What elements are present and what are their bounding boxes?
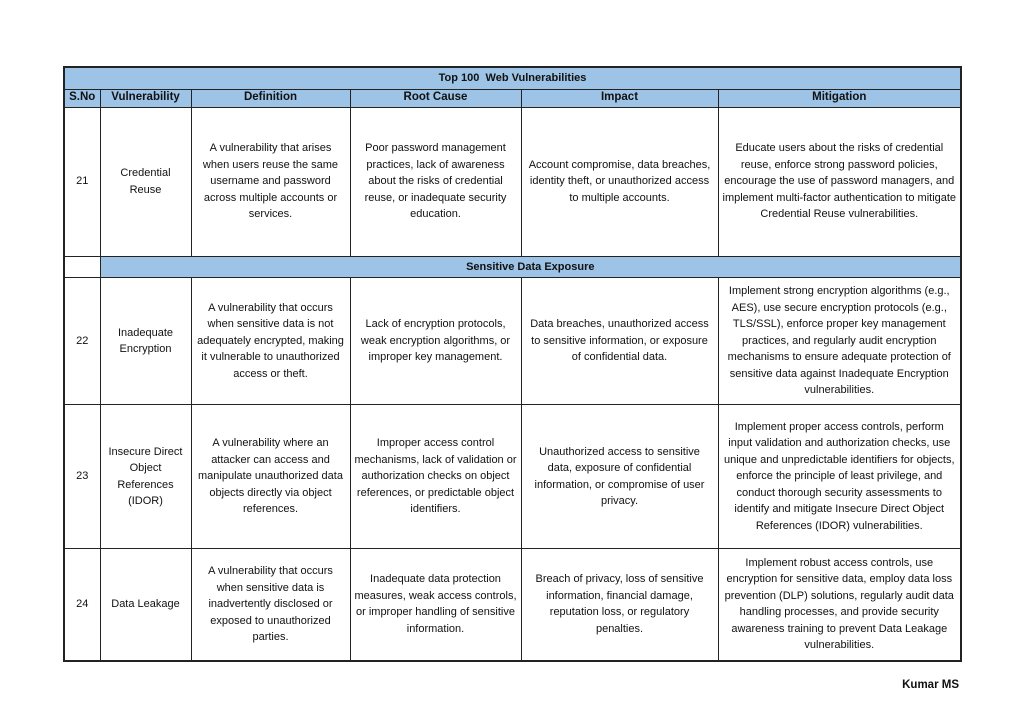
title-row [64,67,961,89]
table-row [64,405,961,549]
section-row [64,256,961,278]
col-header-root-cause: Root Cause [350,89,521,107]
cell-sno: 23 [64,405,100,549]
vulnerabilities-table [63,66,962,662]
cell-vulnerability: Inadequate Encryption [100,278,191,405]
cell-impact: Account compromise, data breaches, identity theft, or unauthorized access to multiple accounts. [521,107,718,256]
cell-definition: A vulnerability that arises when users reuse the same username and password across multiple accounts or services. [191,107,350,256]
cell-root-cause: Improper access control mechanisms, lack of validation or authorization checks on object references, or predictable object identifiers. [350,405,521,549]
cell-mitigation: Implement proper access controls, perform input validation and authorization checks, use unique and unpredictable identifiers for objects, enforce the principle of least privilege, and conduct thorough security assessments to identify and mitigate Insecure Direct Object References (IDOR) vulnerabilities. [718,405,961,549]
cell-vulnerability: Insecure Direct Object References (IDOR) [100,405,191,549]
cell-mitigation: Implement strong encryption algorithms (e.g., AES), use secure encryption protocols (e.g., TLS/SSL), enforce proper key management practices, and regularly audit encryption mechanisms to ensure adequate protection of sensitive data against Inadequate Encryption vulnerabilities. [718,278,961,405]
cell-mitigation: Educate users about the risks of credential reuse, enforce strong password policies, encourage the use of password managers, and implement multi-factor authentication to mitigate Credential Reuse vulnerabilities. [718,107,961,256]
author-credit: Kumar MS [902,679,959,691]
table-row [64,107,961,256]
cell-sno: 21 [64,107,100,256]
cell-impact: Unauthorized access to sensitive data, exposure of confidential information, or compromise of user privacy. [521,405,718,549]
cell-root-cause: Inadequate data protection measures, weak access controls, or improper handling of sensitive information. [350,549,521,661]
col-header-sno: S.No [64,89,100,107]
cell-impact: Breach of privacy, loss of sensitive information, financial damage, reputation loss, or regulatory penalties. [521,549,718,661]
cell-definition: A vulnerability that occurs when sensitive data is inadvertently disclosed or exposed to unauthorized parties. [191,549,350,661]
cell-definition: A vulnerability where an attacker can access and manipulate unauthorized data objects directly via object references. [191,405,350,549]
cell-vulnerability: Credential Reuse [100,107,191,256]
cell-sno-empty [64,256,100,278]
cell-sno: 22 [64,278,100,405]
table-row [64,549,961,661]
col-header-impact: Impact [521,89,718,107]
cell-mitigation: Implement robust access controls, use encryption for sensitive data, employ data loss prevention (DLP) solutions, regularly audit data handling processes, and provide security awareness training to prevent Data Leakage vulnerabilities. [718,549,961,661]
section-header: Sensitive Data Exposure [100,256,961,278]
cell-definition: A vulnerability that occurs when sensitive data is not adequately encrypted, making it vulnerable to unauthorized access or theft. [191,278,350,405]
col-header-mitigation: Mitigation [718,89,961,107]
cell-root-cause: Poor password management practices, lack of awareness about the risks of credential reuse, or inadequate security education. [350,107,521,256]
cell-root-cause: Lack of encryption protocols, weak encryption algorithms, or improper key management. [350,278,521,405]
table-row [64,278,961,405]
cell-impact: Data breaches, unauthorized access to sensitive information, or exposure of confidential data. [521,278,718,405]
column-header-row [64,89,961,107]
col-header-vulnerability: Vulnerability [100,89,191,107]
cell-sno: 24 [64,549,100,661]
col-header-definition: Definition [191,89,350,107]
table-title: Top 100 Web Vulnerabilities [64,67,961,89]
cell-vulnerability: Data Leakage [100,549,191,661]
